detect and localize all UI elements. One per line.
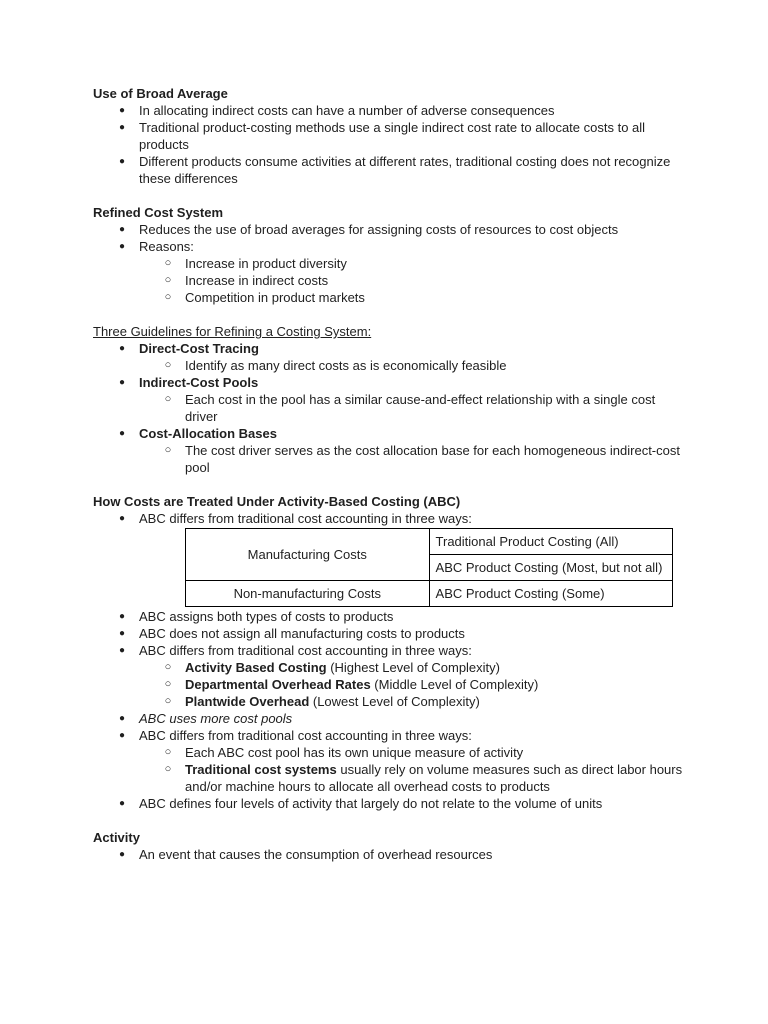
list-item xyxy=(93,510,683,527)
bullet-icon: ● xyxy=(118,798,126,809)
list-item xyxy=(93,608,683,625)
document-page xyxy=(93,85,683,863)
bullet-icon: ● xyxy=(118,105,126,116)
bullet-icon: ● xyxy=(118,241,126,252)
sub-list-item xyxy=(93,761,683,795)
section-heading-refined-cost-system: Refined Cost System xyxy=(93,205,224,220)
sub-list-item xyxy=(93,693,683,710)
table-cell-abc-most: ABC Product Costing (Most, but not all) xyxy=(429,555,672,581)
sub-list-item xyxy=(93,255,683,272)
list-item xyxy=(93,238,683,255)
list-item xyxy=(93,425,683,442)
table-row xyxy=(186,581,673,607)
circle-bullet-icon: ○ xyxy=(164,274,172,286)
sub-list-item-bold: Plantwide Overhead xyxy=(185,694,310,709)
sub-list-item-text: Competition in product markets xyxy=(185,290,365,305)
list-item-text: ABC uses more cost pools xyxy=(139,711,293,726)
list-item xyxy=(93,119,683,153)
bullet-icon: ● xyxy=(118,645,126,656)
list-item xyxy=(93,102,683,119)
table-cell-abc-some: ABC Product Costing (Some) xyxy=(429,581,672,607)
sub-list-item xyxy=(93,289,683,306)
circle-bullet-icon: ○ xyxy=(164,291,172,303)
bullet-icon: ● xyxy=(118,628,126,639)
list-item-text: ABC defines four levels of activity that largely do not relate to the volume of units xyxy=(139,796,603,811)
sub-list-item xyxy=(93,442,683,476)
bullet-icon: ● xyxy=(118,156,126,167)
circle-bullet-icon: ○ xyxy=(164,661,172,673)
list-item xyxy=(93,642,683,659)
list-item-text: ABC differs from traditional cost accounting in three ways: xyxy=(139,511,472,526)
table-cell-non-manufacturing: Non-manufacturing Costs xyxy=(186,581,430,607)
list-item-text: Reduces the use of broad averages for assigning costs of resources to cost objects xyxy=(139,222,619,237)
sub-list-item-text: Increase in indirect costs xyxy=(185,273,329,288)
list-item xyxy=(93,795,683,812)
section-heading-guidelines: Three Guidelines for Refining a Costing System: xyxy=(93,324,372,339)
list-item xyxy=(93,374,683,391)
section-heading-broad-average: Use of Broad Average xyxy=(93,86,228,101)
list-item-text: Indirect-Cost Pools xyxy=(139,375,259,390)
bullet-icon: ● xyxy=(118,343,126,354)
section-heading-abc: How Costs are Treated Under Activity-Based Costing (ABC) xyxy=(93,494,461,509)
sub-list-item-text: The cost driver serves as the cost allocation base for each homogeneous indirect-cost pool xyxy=(185,443,680,475)
list-item xyxy=(93,153,683,187)
bullet-icon: ● xyxy=(118,611,126,622)
bullet-icon: ● xyxy=(118,730,126,741)
circle-bullet-icon: ○ xyxy=(164,763,172,775)
sub-list-item xyxy=(93,357,683,374)
section-heading-activity: Activity xyxy=(93,830,140,845)
list-item-text: Traditional product-costing methods use a single indirect cost rate to allocate costs to all products xyxy=(139,120,646,152)
sub-list-item-text: Identify as many direct costs as is economically feasible xyxy=(185,358,507,373)
list-item-text: Different products consume activities at different rates, traditional costing does not recognize these differences xyxy=(139,154,671,186)
list-item-text: In allocating indirect costs can have a number of adverse consequences xyxy=(139,103,555,118)
circle-bullet-icon: ○ xyxy=(164,257,172,269)
bullet-icon: ● xyxy=(118,849,126,860)
list-item xyxy=(93,846,683,863)
sub-list-item xyxy=(93,272,683,289)
bullet-icon: ● xyxy=(118,513,126,524)
list-item-text: ABC differs from traditional cost accounting in three ways: xyxy=(139,728,472,743)
circle-bullet-icon: ○ xyxy=(164,746,172,758)
sub-list-item-bold: Departmental Overhead Rates xyxy=(185,677,371,692)
circle-bullet-icon: ○ xyxy=(164,359,172,371)
circle-bullet-icon: ○ xyxy=(164,444,172,456)
list-item xyxy=(93,710,683,727)
list-item xyxy=(93,625,683,642)
table-row xyxy=(186,529,673,555)
circle-bullet-icon: ○ xyxy=(164,678,172,690)
cost-treatment-table xyxy=(185,528,673,607)
list-item xyxy=(93,727,683,744)
circle-bullet-icon: ○ xyxy=(164,393,172,405)
table-cell-manufacturing: Manufacturing Costs xyxy=(186,529,430,581)
list-item-text: ABC assigns both types of costs to products xyxy=(139,609,394,624)
sub-list-item xyxy=(93,659,683,676)
bullet-icon: ● xyxy=(118,122,126,133)
bullet-icon: ● xyxy=(118,428,126,439)
sub-list-item-bold: Activity Based Costing xyxy=(185,660,327,675)
sub-list-item xyxy=(93,676,683,693)
list-item xyxy=(93,221,683,238)
list-item-text: ABC differs from traditional cost accounting in three ways: xyxy=(139,643,472,658)
bullet-icon: ● xyxy=(118,713,126,724)
list-item-text: Direct-Cost Tracing xyxy=(139,341,259,356)
sub-list-item-text: (Highest Level of Complexity) xyxy=(326,660,500,675)
sub-list-item-text: Each cost in the pool has a similar cause-and-effect relationship with a single cost driver xyxy=(185,392,656,424)
bullet-icon: ● xyxy=(118,377,126,388)
sub-list-item-text: Increase in product diversity xyxy=(185,256,347,271)
list-item-text: An event that causes the consumption of overhead resources xyxy=(139,847,493,862)
sub-list-item xyxy=(93,391,683,425)
bullet-icon: ● xyxy=(118,224,126,235)
sub-list-item-text: Each ABC cost pool has its own unique measure of activity xyxy=(185,745,524,760)
list-item-text: Cost-Allocation Bases xyxy=(139,426,277,441)
list-item-text: ABC does not assign all manufacturing costs to products xyxy=(139,626,465,641)
list-item-text: Reasons: xyxy=(139,239,194,254)
sub-list-item-bold: Traditional cost systems xyxy=(185,762,337,777)
sub-list-item-text: (Lowest Level of Complexity) xyxy=(309,694,480,709)
table-cell-traditional: Traditional Product Costing (All) xyxy=(429,529,672,555)
sub-list-item-text: usually rely on volume measures such as direct labor hours and/or machine hours to allocate all overhead costs to products xyxy=(185,762,683,794)
sub-list-item xyxy=(93,744,683,761)
sub-list-item-text: (Middle Level of Complexity) xyxy=(370,677,539,692)
circle-bullet-icon: ○ xyxy=(164,695,172,707)
list-item xyxy=(93,340,683,357)
